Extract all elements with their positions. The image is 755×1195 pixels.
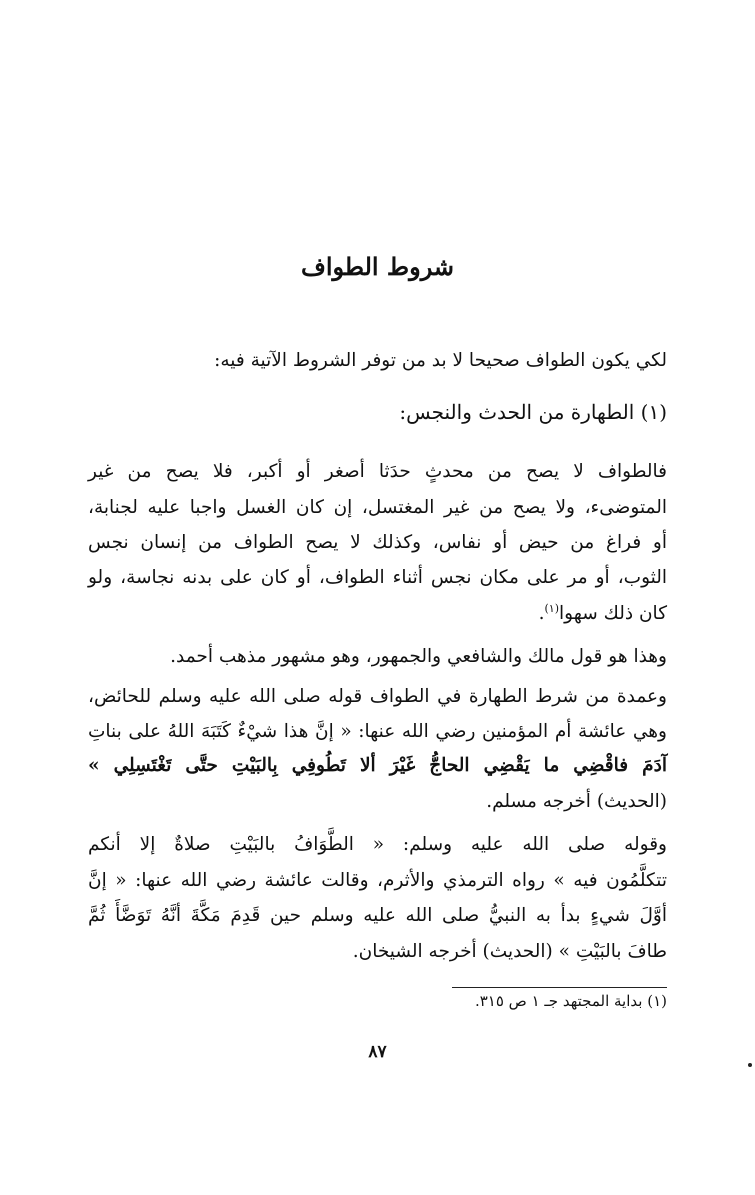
para3-line-3: آدَمَ فاقْضِي ما يَقْضِي الحاجُّ غَيْرَ ألا تَطُوفِي بِالبَيْتِ حتَّى تَغْتَسِلِي »	[88, 755, 667, 776]
footnote: (١) بداية المجتهد جـ ١ ص ٣١٥.	[474, 992, 667, 1010]
margin-mark	[748, 1063, 752, 1067]
para1-end: .	[538, 603, 545, 625]
para4-last-line: طافَ بالبَيْتِ » (الحديث) أخرجه الشيخان.	[352, 941, 667, 962]
para1-line-1: فالطواف لا يصح من محدثٍ حدَثا أصغر أو أكبر، فلا يصح من غير	[88, 461, 667, 482]
para2-line: وهذا هو قول مالك والشافعي والجمهور، وهو مشهور مذهب أحمد.	[170, 646, 667, 667]
para3-line-2: وهي عائشة أم المؤمنين رضي الله عنها: « إنَّ هذا شيْءٌ كَتَبَهَ اللهُ على بناتِ	[88, 721, 667, 742]
footnote-reference[interactable]: (١)	[544, 602, 560, 615]
section-heading: (١) الطهارة من الحدث والنجس:	[399, 400, 667, 424]
intro-line: لكي يكون الطواف صحيحا لا بد من توفر الشروط الآتية فيه:	[214, 350, 667, 371]
page-number: ٨٧	[368, 1042, 387, 1062]
footnote-divider	[452, 987, 667, 988]
page-title: شروط الطواف	[300, 252, 455, 281]
para4-line-3: أوَّلَ شيءٍ بدأ به النبيُّ صلى الله عليه وسلم حين قَدِمَ مَكَّةَ أنَّهُ تَوَضَّأَ ثُمَّ	[88, 905, 667, 926]
para1-line-2: المتوضىء، ولا يصح من غير المغتسل، إن كان الغسل واجبا عليه لجنابة،	[88, 497, 667, 518]
para1-line-4: الثوب، أو مر على مكان نجس أثناء الطواف، أو كان على بدنه نجاسة، ولو	[88, 567, 667, 588]
para1-line-3: أو فراغ من حيض أو نفاس، وكذلك لا يصح الطواف من إنسان نجس	[88, 532, 667, 553]
para3-line-1: وعمدة من شرط الطهارة في الطواف قوله صلى الله عليه وسلم للحائض،	[88, 686, 667, 707]
para4-line-1: وقوله صلى الله عليه وسلم: « الطَّوَافُ بالبَيْتِ صلاةٌ إلا أنكم	[88, 834, 667, 855]
para4-line-2: تتكلَّمُون فيه » رواه الترمذي والأثرم، وقالت عائشة رضي الله عنها: « إنَّ	[88, 870, 667, 891]
para3-last-line: (الحديث) أخرجه مسلم.	[486, 791, 667, 812]
para1-last-line	[539, 602, 667, 624]
para1-last-text: كان ذلك سهوا	[559, 603, 667, 625]
